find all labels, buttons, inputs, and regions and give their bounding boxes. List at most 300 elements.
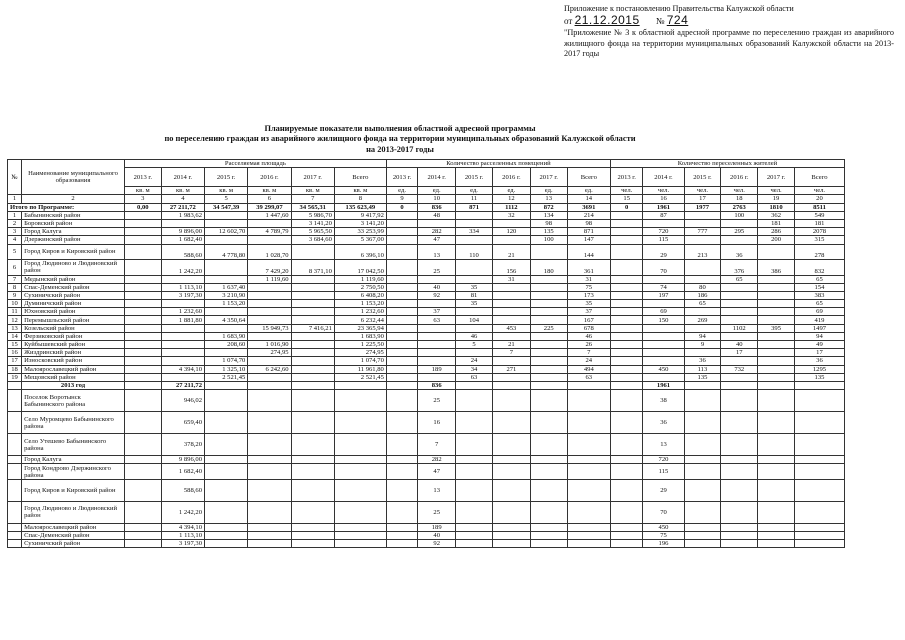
- detail-rooms: 13: [418, 479, 456, 501]
- row-number: 3: [8, 228, 22, 236]
- table-cell: 150: [643, 316, 684, 324]
- empty-cell: [684, 456, 721, 464]
- empty-cell: [248, 532, 291, 540]
- table-cell: [758, 275, 795, 283]
- table-cell: 588,60: [161, 244, 204, 260]
- table-cell: 63: [456, 373, 493, 381]
- table-cell: [721, 300, 758, 308]
- empty-cell: [530, 390, 567, 412]
- program-table: [7, 159, 845, 548]
- column-number: 19: [758, 195, 795, 203]
- municipality-name: Город Калуга: [22, 228, 125, 236]
- table-cell: [684, 275, 721, 283]
- table-cell: [492, 236, 530, 244]
- table-cell: [386, 324, 417, 332]
- table-cell: 25: [418, 260, 456, 276]
- table-row: [8, 332, 845, 340]
- empty-cell: [794, 456, 844, 464]
- table-cell: [248, 316, 291, 324]
- empty-cell: [567, 523, 610, 531]
- row-number: 1: [8, 211, 22, 219]
- table-cell: 6 396,10: [334, 244, 386, 260]
- table-cell: 34: [456, 365, 493, 373]
- table-cell: 1 682,40: [161, 236, 204, 244]
- table-row: [8, 291, 845, 299]
- table-cell: 1 447,60: [248, 211, 291, 219]
- empty-cell: [334, 390, 386, 412]
- area-group-header: Расселяемая площадь: [124, 160, 386, 168]
- detail-people: 450: [643, 523, 684, 531]
- table-cell: 100: [721, 211, 758, 219]
- table-cell: 81: [456, 291, 493, 299]
- table-cell: [456, 349, 493, 357]
- header-row-years: [8, 168, 845, 187]
- table-cell: 282: [418, 228, 456, 236]
- table-cell: 135: [684, 373, 721, 381]
- header-line: Приложение к постановлению Правительства Калужской области: [564, 4, 794, 13]
- table-cell: [386, 228, 417, 236]
- empty-cell: [567, 381, 610, 389]
- table-cell: [386, 349, 417, 357]
- table-cell: 75: [567, 283, 610, 291]
- municipality-name: Город Людиново и Людиновский район: [22, 260, 125, 276]
- table-cell: 189: [418, 365, 456, 373]
- table-cell: 274,95: [248, 349, 291, 357]
- unit-header: чел.: [794, 187, 844, 195]
- table-cell: 35: [456, 283, 493, 291]
- total-value: 836: [418, 203, 456, 211]
- table-cell: 9 896,00: [161, 228, 204, 236]
- table-cell: [248, 308, 291, 316]
- table-row: [8, 236, 845, 244]
- table-cell: [456, 236, 493, 244]
- empty-cell: [291, 464, 334, 480]
- unit-header: кв. м: [291, 187, 334, 195]
- table-cell: 334: [456, 228, 493, 236]
- empty-cell: [334, 381, 386, 389]
- empty-cell: [610, 523, 642, 531]
- empty-cell: [205, 434, 248, 456]
- table-cell: 21: [492, 244, 530, 260]
- column-number: 13: [530, 195, 567, 203]
- empty-cell: [758, 523, 795, 531]
- municipality-name: Боровский район: [22, 219, 125, 227]
- empty-cell: [124, 523, 161, 531]
- detail-name: Малоярославецкий район: [22, 523, 125, 531]
- empty-cell: [456, 456, 493, 464]
- table-cell: 1 113,10: [161, 283, 204, 291]
- table-cell: [291, 349, 334, 357]
- unit-header: чел.: [684, 187, 721, 195]
- empty-cell: [492, 540, 530, 548]
- table-cell: 777: [684, 228, 721, 236]
- row-number: 13: [8, 324, 22, 332]
- unit-header: чел.: [610, 187, 642, 195]
- municipality-name: Дзержинский район: [22, 236, 125, 244]
- table-row: [8, 373, 845, 381]
- subtotal-label: 2013 год: [22, 381, 125, 389]
- table-cell: 180: [530, 260, 567, 276]
- table-cell: [291, 308, 334, 316]
- unit-header: ед.: [386, 187, 417, 195]
- detail-people: 38: [643, 390, 684, 412]
- table-cell: 3 210,90: [205, 291, 248, 299]
- empty-cell: [386, 464, 417, 480]
- empty-cell: [8, 540, 22, 548]
- empty-cell: [8, 464, 22, 480]
- table-cell: [758, 373, 795, 381]
- header-num-sign: №: [655, 15, 665, 26]
- column-number: 3: [124, 195, 161, 203]
- table-cell: [161, 275, 204, 283]
- table-cell: 144: [567, 244, 610, 260]
- table-cell: 3 141,20: [291, 219, 334, 227]
- rooms-group-header: Количество расселенных помещений: [386, 160, 610, 168]
- table-cell: [456, 275, 493, 283]
- table-cell: 1 074,70: [205, 357, 248, 365]
- table-cell: [721, 236, 758, 244]
- empty-cell: [386, 501, 417, 523]
- empty-cell: [291, 501, 334, 523]
- empty-cell: [721, 464, 758, 480]
- table-cell: [610, 316, 642, 324]
- table-cell: 453: [492, 324, 530, 332]
- table-cell: 3 197,30: [161, 291, 204, 299]
- table-cell: [124, 275, 161, 283]
- empty-cell: [291, 523, 334, 531]
- table-cell: 286: [758, 228, 795, 236]
- empty-cell: [386, 381, 417, 389]
- header-row-groups: [8, 160, 845, 168]
- empty-cell: [386, 523, 417, 531]
- empty-cell: [124, 381, 161, 389]
- table-cell: [684, 324, 721, 332]
- table-cell: 65: [794, 275, 844, 283]
- table-cell: [124, 357, 161, 365]
- table-row: [8, 365, 845, 373]
- empty-cell: [530, 540, 567, 548]
- table-cell: 295: [721, 228, 758, 236]
- header-row-units: [8, 187, 845, 195]
- table-cell: 24: [456, 357, 493, 365]
- table-cell: [530, 283, 567, 291]
- table-cell: [124, 236, 161, 244]
- table-cell: [721, 283, 758, 291]
- detail-rooms: 7: [418, 434, 456, 456]
- column-number: 10: [418, 195, 456, 203]
- table-cell: [418, 219, 456, 227]
- empty-cell: [684, 464, 721, 480]
- row-number: 10: [8, 300, 22, 308]
- table-cell: [610, 291, 642, 299]
- table-cell: 17 042,50: [334, 260, 386, 276]
- empty-cell: [758, 456, 795, 464]
- table-cell: [456, 260, 493, 276]
- municipality-name: Жиздринский район: [22, 349, 125, 357]
- table-cell: [610, 349, 642, 357]
- table-cell: [684, 211, 721, 219]
- unit-header: чел.: [643, 187, 684, 195]
- detail-name: Село Утешево Бабынинского района: [22, 434, 125, 456]
- table-cell: [386, 308, 417, 316]
- table-cell: 213: [684, 244, 721, 260]
- year-header: 2015 г.: [205, 168, 248, 187]
- header-date-line: [564, 12, 894, 27]
- table-cell: [291, 365, 334, 373]
- table-row: [8, 349, 845, 357]
- table-cell: [124, 341, 161, 349]
- table-cell: [418, 373, 456, 381]
- table-cell: 47: [418, 236, 456, 244]
- table-cell: [721, 308, 758, 316]
- table-cell: [758, 291, 795, 299]
- table-cell: [124, 349, 161, 357]
- municipality-name: Перемышльский район: [22, 316, 125, 324]
- table-cell: 214: [567, 211, 610, 219]
- row-number: 9: [8, 291, 22, 299]
- empty-cell: [567, 540, 610, 548]
- table-cell: [643, 219, 684, 227]
- empty-cell: [758, 412, 795, 434]
- empty-cell: [291, 381, 334, 389]
- table-cell: 36: [794, 357, 844, 365]
- table-cell: [161, 373, 204, 381]
- table-cell: [205, 308, 248, 316]
- table-cell: 69: [643, 308, 684, 316]
- table-cell: 1 232,60: [334, 308, 386, 316]
- empty-cell: [248, 479, 291, 501]
- table-cell: 3 684,60: [291, 236, 334, 244]
- table-cell: [205, 349, 248, 357]
- year-header: Всего: [334, 168, 386, 187]
- table-cell: [530, 316, 567, 324]
- table-cell: [530, 349, 567, 357]
- empty-cell: [794, 434, 844, 456]
- table-cell: [492, 300, 530, 308]
- table-cell: [456, 211, 493, 219]
- table-cell: 33 253,99: [334, 228, 386, 236]
- table-cell: [610, 260, 642, 276]
- table-cell: [758, 341, 795, 349]
- table-cell: [643, 324, 684, 332]
- empty-cell: [456, 390, 493, 412]
- table-cell: 1 153,20: [334, 300, 386, 308]
- empty-cell: [456, 464, 493, 480]
- table-cell: [643, 357, 684, 365]
- column-number: 1: [8, 195, 22, 203]
- table-cell: 65: [684, 300, 721, 308]
- subtotal-people: 1961: [643, 381, 684, 389]
- empty-cell: [610, 540, 642, 548]
- empty-cell: [205, 464, 248, 480]
- table-row: [8, 357, 845, 365]
- detail-people: 36: [643, 412, 684, 434]
- table-cell: 31: [567, 275, 610, 283]
- table-cell: [610, 365, 642, 373]
- detail-rooms: 47: [418, 464, 456, 480]
- table-cell: [530, 308, 567, 316]
- row-number: 2: [8, 219, 22, 227]
- table-cell: 1 683,90: [205, 332, 248, 340]
- detail-rooms: 16: [418, 412, 456, 434]
- empty-cell: [530, 456, 567, 464]
- table-cell: 104: [456, 316, 493, 324]
- empty-cell: [794, 464, 844, 480]
- table-cell: [205, 275, 248, 283]
- table-cell: [684, 260, 721, 276]
- table-cell: 13: [418, 244, 456, 260]
- table-cell: [386, 260, 417, 276]
- table-cell: [530, 373, 567, 381]
- people-group-header: Количество переселенных жителей: [610, 160, 844, 168]
- table-cell: [205, 324, 248, 332]
- total-value: 0,00: [124, 203, 161, 211]
- year-header: 2016 г.: [721, 168, 758, 187]
- total-value: 1977: [684, 203, 721, 211]
- empty-cell: [334, 412, 386, 434]
- empty-cell: [492, 479, 530, 501]
- table-cell: 29: [643, 244, 684, 260]
- unit-header: кв. м: [205, 187, 248, 195]
- table-cell: 450: [643, 365, 684, 373]
- total-value: 0: [386, 203, 417, 211]
- table-cell: [721, 316, 758, 324]
- total-value: 2763: [721, 203, 758, 211]
- municipality-name: Город Киров и Кировский район: [22, 244, 125, 260]
- empty-cell: [758, 479, 795, 501]
- table-cell: [530, 244, 567, 260]
- table-cell: 87: [643, 211, 684, 219]
- table-cell: 9 417,92: [334, 211, 386, 219]
- table-cell: 63: [418, 316, 456, 324]
- table-cell: [610, 357, 642, 365]
- table-cell: [758, 244, 795, 260]
- empty-cell: [291, 540, 334, 548]
- table-cell: 225: [530, 324, 567, 332]
- empty-cell: [721, 532, 758, 540]
- empty-cell: [124, 540, 161, 548]
- detail-rooms: 40: [418, 532, 456, 540]
- table-cell: [124, 316, 161, 324]
- table-cell: 173: [567, 291, 610, 299]
- empty-cell: [492, 412, 530, 434]
- table-cell: [721, 373, 758, 381]
- table-cell: 37: [418, 308, 456, 316]
- table-cell: 1 119,60: [334, 275, 386, 283]
- detail-name: Спас-Деменский район: [22, 532, 125, 540]
- table-cell: 1 232,60: [161, 308, 204, 316]
- empty-cell: [721, 412, 758, 434]
- empty-cell: [205, 390, 248, 412]
- table-cell: 7 416,21: [291, 324, 334, 332]
- empty-cell: [758, 464, 795, 480]
- table-cell: [205, 211, 248, 219]
- row-number: 4: [8, 236, 22, 244]
- detail-area: 588,60: [161, 479, 204, 501]
- municipality-name: Бабынинский район: [22, 211, 125, 219]
- empty-cell: [205, 523, 248, 531]
- table-cell: [418, 300, 456, 308]
- table-cell: 35: [567, 300, 610, 308]
- table-cell: [610, 332, 642, 340]
- empty-cell: [291, 479, 334, 501]
- detail-name: Город Калуга: [22, 456, 125, 464]
- unit-header: кв. м: [248, 187, 291, 195]
- table-cell: [643, 341, 684, 349]
- table-cell: [124, 324, 161, 332]
- empty-cell: [567, 456, 610, 464]
- table-row: [8, 244, 845, 260]
- empty-cell: [794, 501, 844, 523]
- unit-header: кв. м: [124, 187, 161, 195]
- table-cell: [291, 332, 334, 340]
- table-cell: 98: [530, 219, 567, 227]
- table-cell: [610, 211, 642, 219]
- empty-cell: [334, 456, 386, 464]
- empty-cell: [794, 381, 844, 389]
- total-value: 8511: [794, 203, 844, 211]
- table-cell: 395: [758, 324, 795, 332]
- empty-cell: [758, 532, 795, 540]
- empty-cell: [248, 390, 291, 412]
- table-cell: 7: [567, 349, 610, 357]
- table-cell: 36: [721, 244, 758, 260]
- empty-cell: [291, 412, 334, 434]
- header-number: 724: [666, 12, 689, 27]
- document-title: [120, 124, 680, 155]
- table-cell: 386: [758, 260, 795, 276]
- table-cell: [684, 349, 721, 357]
- empty-cell: [721, 390, 758, 412]
- table-cell: [610, 308, 642, 316]
- empty-cell: [684, 540, 721, 548]
- empty-cell: [684, 381, 721, 389]
- empty-cell: [456, 501, 493, 523]
- empty-cell: [794, 523, 844, 531]
- table-cell: [124, 332, 161, 340]
- table-cell: [492, 291, 530, 299]
- detail-area: 1 113,10: [161, 532, 204, 540]
- empty-cell: [248, 434, 291, 456]
- table-cell: [684, 308, 721, 316]
- table-cell: 8 371,10: [291, 260, 334, 276]
- unit-header: ед.: [418, 187, 456, 195]
- header-note: "Приложение № 3 к областной адресной программе по переселению граждан из аварийного жилищного фонда на территории муниципальных образований Калужской области на 2013-2017 годы: [564, 28, 894, 59]
- table-cell: [124, 373, 161, 381]
- table-cell: [492, 308, 530, 316]
- subtotal-area: 27 211,72: [161, 381, 204, 389]
- empty-cell: [8, 456, 22, 464]
- table-cell: [161, 357, 204, 365]
- table-cell: 17: [721, 349, 758, 357]
- table-cell: [643, 349, 684, 357]
- row-number: 19: [8, 373, 22, 381]
- column-number: 11: [456, 195, 493, 203]
- table-cell: 4 394,10: [161, 365, 204, 373]
- detail-row: [8, 456, 845, 464]
- empty-cell: [794, 540, 844, 548]
- table-cell: [124, 365, 161, 373]
- detail-row: [8, 412, 845, 434]
- empty-cell: [456, 434, 493, 456]
- detail-name: Город Людиново и Людиновский район: [22, 501, 125, 523]
- table-cell: [418, 324, 456, 332]
- empty-cell: [456, 540, 493, 548]
- table-cell: 4 350,64: [205, 316, 248, 324]
- table-cell: 5: [456, 341, 493, 349]
- table-cell: 6 408,20: [334, 291, 386, 299]
- table-cell: [124, 211, 161, 219]
